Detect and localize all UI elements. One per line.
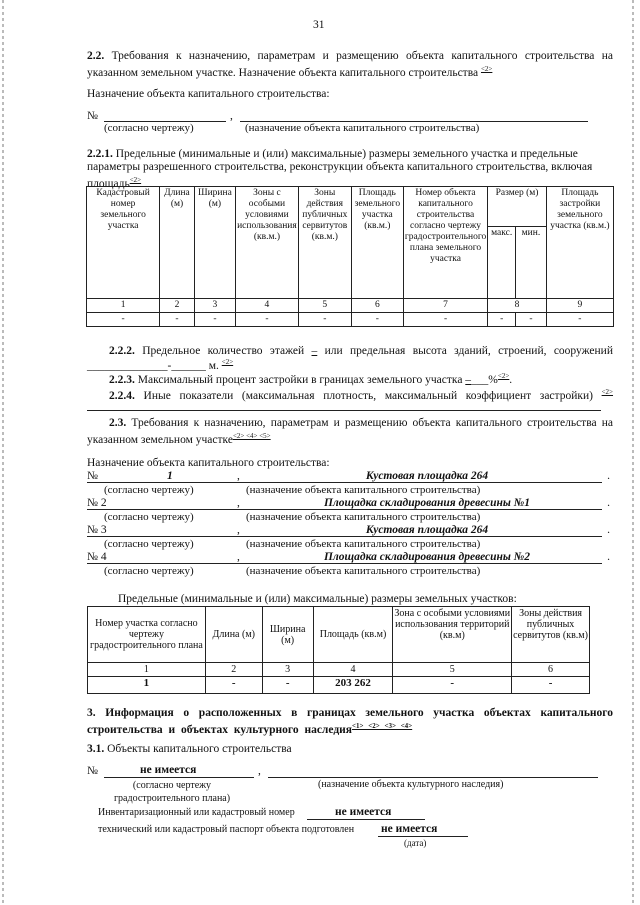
- caption-purpose: (назначение объекта капитального строительства): [246, 484, 481, 496]
- table-row: [87, 313, 614, 327]
- cell: -: [546, 313, 613, 327]
- object-number: 2: [100, 497, 107, 509]
- percent-value: –: [465, 373, 472, 386]
- caption-date: (дата): [404, 838, 427, 848]
- object-purpose: Кустовая площадка 264: [365, 470, 489, 482]
- table-plot-sizes: [87, 606, 590, 694]
- object-number: 3: [100, 524, 107, 536]
- th-servitudes: Зоны действия публичных сервитутов (кв.м.): [298, 187, 351, 299]
- cell: 203 262: [313, 677, 393, 694]
- inventory-field[interactable]: [307, 819, 425, 820]
- th-length: Длина (м): [160, 187, 195, 299]
- caption-heritage: (назначение объекта культурного наследия): [318, 779, 504, 790]
- cell: -: [488, 313, 516, 327]
- th-zone: Зона с особыми условиями использования территорий (кв.м): [393, 607, 512, 663]
- th-plot-number: Номер участка согласно чертежу градостроительного плана: [88, 607, 206, 663]
- entry-line: № 2 , Площадка складирования древесины №1 .: [87, 497, 610, 509]
- cell: -: [512, 677, 590, 694]
- floors-value: –: [311, 345, 318, 357]
- col-num: 3: [194, 299, 235, 313]
- col-num: 5: [393, 663, 512, 677]
- cell: -: [205, 677, 262, 694]
- cell: -: [194, 313, 235, 327]
- entry-line: № 1 , Кустовая площадка 264 .: [87, 470, 610, 482]
- heritage-number-value: не имеется: [140, 764, 197, 776]
- col-num: 3: [262, 663, 313, 677]
- caption-drawing: (согласно чертежу): [104, 565, 194, 577]
- col-num: 2: [205, 663, 262, 677]
- col-num: 4: [313, 663, 393, 677]
- th-max: макс.: [488, 227, 516, 299]
- cell: -: [160, 313, 195, 327]
- table-parameters: [86, 186, 614, 327]
- section-2-2-3: 2.2.3. Максимальный процент застройки в границах земельного участка –___%$^{<2>}$.: [109, 372, 513, 386]
- table-row: [88, 677, 590, 694]
- cell: -: [516, 313, 547, 327]
- passport-label: технический или кадастровый паспорт объекта подготовлен: [98, 824, 355, 835]
- object-purpose: Кустовая площадка 264: [365, 524, 489, 536]
- caption-purpose: (назначение объекта капитального строительства): [246, 538, 481, 550]
- col-num: 6: [351, 299, 403, 313]
- section-3-1: 3.1. Объекты капитального строительства: [87, 743, 292, 755]
- object-purpose: Площадка складирования древесины №1: [323, 497, 531, 509]
- col-num: 8: [488, 299, 547, 313]
- caption-purpose: (назначение объекта капитального строительства): [246, 511, 481, 523]
- cell: -: [262, 677, 313, 694]
- col-num: 7: [403, 299, 487, 313]
- caption-drawing: (согласно чертежу): [104, 538, 194, 550]
- inventory-label: Инвентаризационный или кадастровый номер: [98, 807, 295, 818]
- caption-drawing: (согласно чертежу): [104, 122, 194, 134]
- no-label-3: №: [87, 765, 98, 777]
- col-num: 5: [298, 299, 351, 313]
- th-cadastral: Кадастровый номер земельного участка: [87, 187, 160, 299]
- caption-drawing-plan: (согласно чертежу градостроительного плана): [113, 780, 231, 804]
- entry-line: № 3 , Кустовая площадка 264 .: [87, 524, 610, 536]
- passport-date-field[interactable]: [378, 836, 468, 837]
- object-number: 1: [167, 470, 173, 482]
- page-number: 31: [313, 19, 325, 31]
- th-min: мин.: [516, 227, 547, 299]
- caption-purpose: (назначение объекта капитального строительства): [246, 565, 481, 577]
- purpose-label-2: Назначение объекта капитального строительства:: [87, 457, 330, 469]
- caption-purpose: (назначение объекта капитального строительства): [245, 122, 480, 134]
- col-num: 2: [160, 299, 195, 313]
- cell: -: [403, 313, 487, 327]
- comma: ,: [230, 110, 233, 122]
- col-num: 1: [87, 299, 160, 313]
- purpose-label: Назначение объекта капитального строительства:: [87, 88, 330, 100]
- object-number: 4: [100, 551, 107, 563]
- inventory-value: не имеется: [335, 806, 392, 818]
- section-2-2-2: 2.2.2. Предельное количество этажей – или предельная высота зданий, строений, сооружений: [109, 345, 613, 357]
- th-servitudes: Зоны действия публичных сервитутов (кв.м): [512, 607, 590, 663]
- section-3: 3. Информация о расположенных в границах земельного участка объектах капитального строительства и объектах культурного наследия$^{<1> <2> <3> <4>}$: [87, 707, 613, 736]
- caption-drawing: (согласно чертежу): [104, 484, 194, 496]
- cell: -: [393, 677, 512, 694]
- cell: -: [298, 313, 351, 327]
- col-num: 4: [236, 299, 299, 313]
- cell: -: [87, 313, 160, 327]
- no-label: №: [87, 110, 98, 122]
- th-area: Площадь (кв.м): [313, 607, 393, 663]
- cell: -: [236, 313, 299, 327]
- section-2-2-1: 2.2.1. Предельные (минимальные и (или) максимальные) размеры земельного участка и предельные параметры разрешенного строительства, реконструкции объекта капитального строительства, включая площадь$^{<2>}$: [87, 148, 593, 190]
- comma: ,: [258, 765, 261, 777]
- other-indicators-field[interactable]: [87, 410, 601, 411]
- section-2-2: 2.2. Требования к назначению, параметрам и размещению объекта капитального строительства на указанном земельном участке. Назначение объекта капитального строительства $^{<2>}$: [87, 50, 613, 79]
- col-num: 6: [512, 663, 590, 677]
- th-built-area: Площадь застройки земельного участка (кв.м.): [546, 187, 613, 299]
- section-2-3: 2.3. Требования к назначению, параметрам и размещению объекта капитального строительства на указанном земельном участке$^{<2> <4> <5>}$: [87, 417, 613, 446]
- scan-edge-right: [632, 0, 634, 905]
- object-purpose: Площадка складирования древесины №2: [323, 551, 531, 563]
- th-length: Длина (м): [205, 607, 262, 663]
- height-value: -: [167, 359, 172, 372]
- table2-title: Предельные (минимальные и (или) максимальные) размеры земельных участков:: [118, 593, 517, 605]
- section-2-2-2-cont: ______________-______ м. $^{<2>}$: [87, 358, 234, 372]
- heritage-number-field[interactable]: [104, 777, 254, 778]
- passport-value: не имеется: [381, 823, 438, 835]
- entry-line: № 4 , Площадка складирования древесины №2 .: [87, 551, 610, 563]
- col-num: 9: [546, 299, 613, 313]
- caption-drawing: (согласно чертежу): [104, 511, 194, 523]
- cell: 1: [88, 677, 206, 694]
- th-size: Размер (м): [488, 187, 547, 227]
- col-num: 1: [88, 663, 206, 677]
- heritage-purpose-field[interactable]: [268, 777, 598, 778]
- th-area: Площадь земельного участка (кв.м.): [351, 187, 403, 299]
- th-zones: Зоны с особыми условиями использования (кв.м.): [236, 187, 299, 299]
- th-width: Ширина (м): [194, 187, 235, 299]
- section-2-2-4: 2.2.4. Иные показатели (максимальная плотность, максимальный коэффициент застройки) $^{<2>}$: [109, 388, 614, 402]
- scan-edge-left: [2, 0, 4, 905]
- th-width: Ширина (м): [262, 607, 313, 663]
- th-object-number: Номер объекта капитального строительства согласно чертежу градостроительного плана земельного участка: [403, 187, 487, 299]
- cell: -: [351, 313, 403, 327]
